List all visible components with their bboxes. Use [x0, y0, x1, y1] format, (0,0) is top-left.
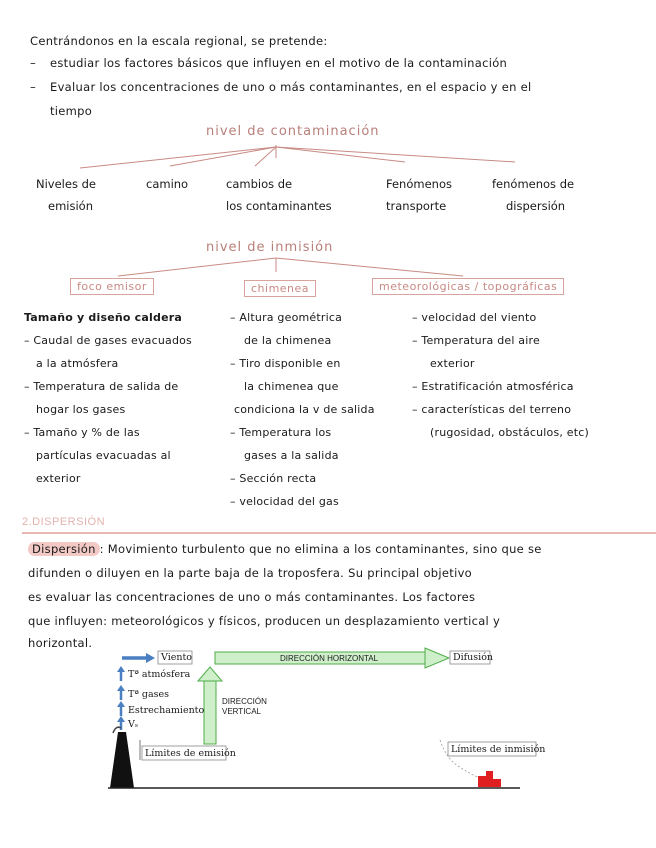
label-difusion: Difusión [453, 652, 494, 663]
col1-line: partículas evacuadas al [36, 449, 171, 462]
section-heading: 2.DISPERSIÓN [22, 516, 106, 528]
col2-line: – Altura geométrica [230, 311, 343, 324]
branch-line: transporte [386, 199, 447, 213]
col1-line: – Temperatura de salida de [24, 380, 179, 393]
intro-lead: Centrándonos en la escala regional, se pretende: [30, 34, 328, 48]
col1-line: – Caudal de gases evacuados [24, 334, 192, 347]
col2-line: – Temperatura los [230, 426, 332, 439]
col2-line: la chimenea que [244, 380, 339, 393]
label-limites-emision: Límites de emisión [145, 748, 236, 759]
label-estrechamiento: Estrechamiento [128, 705, 205, 716]
intro-bullet-2a: Evaluar los concentraciones de uno o más contaminantes, en el espacio y en el [50, 80, 532, 94]
branch-line: Niveles de [36, 177, 96, 191]
col1-line: exterior [36, 472, 81, 485]
col3-line: – Temperatura del aire [412, 334, 540, 347]
col2-line: – Sección recta [230, 472, 317, 485]
col1-line: a la atmósfera [36, 357, 119, 370]
col2-line: – Tiro disponible en [230, 357, 341, 370]
col2-line: condiciona la v de salida [234, 403, 375, 416]
box-chimenea: chimenea [244, 280, 316, 297]
col3-line: – velocidad del viento [412, 311, 537, 324]
label-t-atmosfera: Tª atmósfera [128, 669, 191, 680]
intro-bullet-1: estudiar los factores básicos que influyen en el motivo de la contaminación [50, 56, 508, 70]
para-line-4: que influyen: meteorológicos y físicos, producen un desplazamiento vertical y [28, 614, 501, 628]
col3-line: (rugosidad, obstáculos, etc) [430, 426, 590, 439]
branch-line: fenómenos de [492, 177, 575, 191]
branch-line: camino [146, 177, 189, 191]
col3-line: exterior [430, 357, 475, 370]
bullet-dash: – [30, 56, 36, 70]
label-limites-inmision: Límites de inmisión [451, 744, 546, 755]
col3-line: – características del terreno [412, 403, 572, 416]
tree2-title: nivel de inmisión [206, 240, 334, 255]
branch-line: dispersión [506, 199, 566, 213]
intro-bullet-2b: tiempo [50, 104, 93, 118]
para-line-2: difunden o diluyen en la parte baja de la troposfera. Su principal objetivo [28, 566, 473, 580]
label-t-gases: Tª gases [128, 689, 169, 700]
para-text: : Movimiento turbulento que no elimina a los contaminantes, sino que se [99, 542, 542, 556]
col2-line: – velocidad del gas [230, 495, 339, 508]
label-horizontal: DIRECCIÓN HORIZONTAL [280, 654, 379, 663]
tree1-title: nivel de contaminación [206, 124, 380, 139]
branch-line: los contaminantes [226, 199, 332, 213]
branch-line: cambios de [226, 177, 293, 191]
label-vs: Vₛ [128, 719, 139, 730]
col2-line: gases a la salida [244, 449, 339, 462]
label-vertical-1: DIRECCIÓN [222, 697, 267, 706]
col1-line: hogar los gases [36, 403, 126, 416]
col2-line: de la chimenea [244, 334, 332, 347]
col1-line: – Tamaño y % de las [24, 426, 140, 439]
para-line-3: es evaluar las concentraciones de uno o más contaminantes. Los factores [28, 590, 476, 604]
label-viento: Viento [161, 652, 193, 663]
label-vertical-2: VERTICAL [222, 707, 261, 716]
col3-line: – Estratificación atmosférica [412, 380, 574, 393]
branch-line: Fenómenos [386, 177, 452, 191]
highlighted-term: Dispersión [28, 542, 100, 556]
branch-line: emisión [48, 199, 93, 213]
box-foco-emisor: foco emisor [70, 278, 154, 295]
col1-heading: Tamaño y diseño caldera [24, 311, 182, 324]
para-line-5: horizontal. [28, 636, 93, 650]
box-meteorologicas: meteorológicas / topográficas [372, 278, 564, 295]
bullet-dash: – [30, 80, 36, 94]
